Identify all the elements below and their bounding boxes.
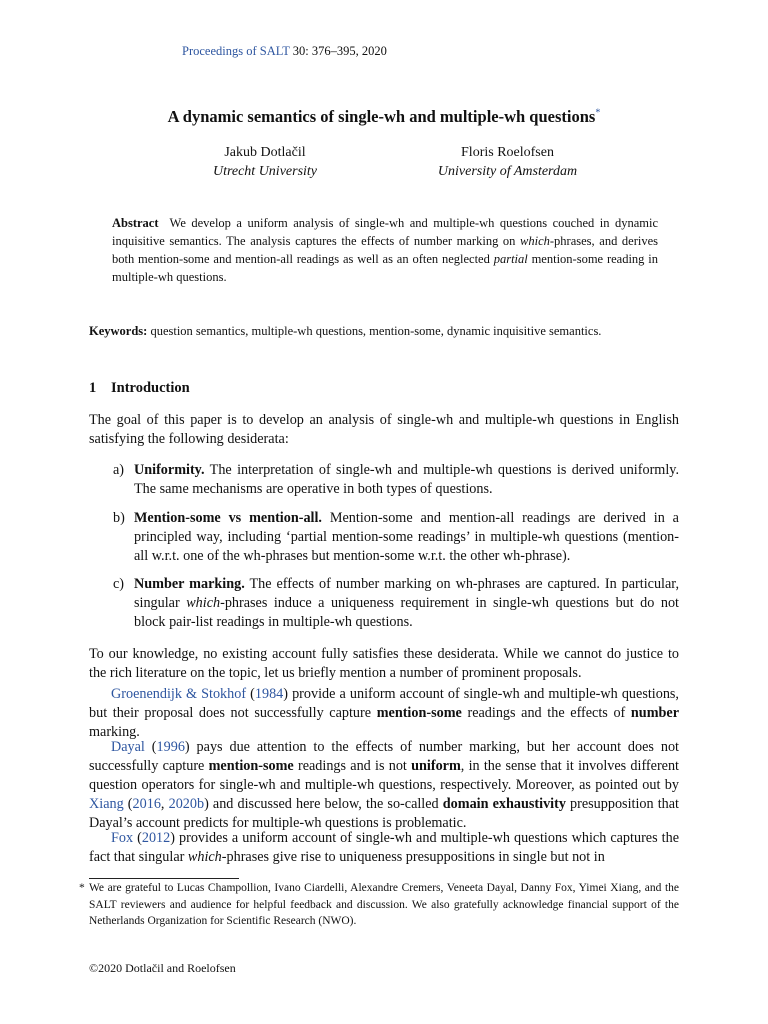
item-heading: Uniformity. — [134, 462, 205, 478]
author-name: Floris Roelofsen — [461, 145, 554, 160]
bold-term: uniform — [411, 758, 461, 774]
footnote-rule — [89, 878, 239, 879]
bold-term: mention-some — [208, 758, 294, 774]
citation-year-link[interactable]: 1984 — [254, 686, 284, 702]
bold-term: domain exhaustivity — [442, 796, 566, 812]
paren: ) — [204, 796, 209, 812]
volume-pages: 30: 376–395, 2020 — [289, 44, 387, 58]
paragraph-dayal — [89, 738, 679, 833]
citation-year-link[interactable]: 2020b — [168, 796, 205, 812]
intro-paragraph: The goal of this paper is to develop an analysis of single-wh and multiple-wh questions in English satisfying the following desiderata: — [89, 412, 679, 447]
text-run: provide a uniform account of single-wh and multiple-wh questions, but their proposal does not successfully capture — [89, 686, 679, 721]
paren: ( — [246, 686, 255, 702]
text-run: presupposition that Dayal’s account predicts for multiple-wh questions is problematic. — [89, 796, 679, 831]
section-number: 1 — [89, 380, 97, 396]
paper-title-text: A dynamic semantics of single-wh and multiple-wh questions — [167, 107, 596, 126]
bold-term: number — [630, 705, 680, 721]
section-title: Introduction — [111, 380, 190, 396]
paragraph-overview: To our knowledge, no existing account fully satisfies these desiderata. While we cannot do justice to the rich literature on the topic, let us briefly mention a number of prominent proposals. — [89, 646, 679, 681]
paren: ( — [123, 796, 133, 812]
desideratum-item — [113, 461, 679, 499]
text-run: , in the sense that it involves different question operators for single-wh and multiple-wh questions, respectively. Moreover, as pointed out by — [89, 758, 680, 793]
citation-link[interactable]: Groenendijk & Stokhof — [111, 686, 247, 702]
copyright-line: ©2020 Dotlačil and Roelofsen — [89, 961, 236, 975]
comma: , — [160, 796, 169, 812]
desideratum-item — [113, 509, 679, 566]
item-label: a) — [113, 462, 125, 478]
keywords — [89, 324, 679, 339]
item-text-1: The effects of number marking on wh-phrases are captured. In particular, singular — [134, 576, 679, 611]
author-block-2 — [420, 143, 595, 181]
bold-term: mention-some — [376, 705, 462, 721]
keywords-label: Keywords: — [89, 324, 148, 338]
paren: ) — [283, 686, 288, 702]
footnote-text: We are grateful to Lucas Champollion, Ivano Ciardelli, Alexandre Cremers, Veneeta Dayal, Danny Fox, Yimei Xiang, and the SALT reviewers and audience for helpful feedback and discussion. We also gratefully acknowledge financial support of the Netherlands Organization for Scientific Research (NWO). — [89, 882, 679, 927]
author-name: Jakub Dotlačil — [224, 145, 306, 160]
item-text: The interpretation of single-wh and multiple-wh questions is derived uniformly. The same mechanisms are operative in both types of questions. — [134, 462, 679, 497]
italic-term: which — [187, 849, 222, 865]
desideratum-item — [113, 575, 679, 632]
paper-title — [0, 107, 768, 127]
proceedings-link[interactable]: Proceedings of SALT — [182, 44, 290, 58]
abstract — [112, 214, 658, 286]
text-run: pays due attention to the effects of number marking, but her account does not successfully capture — [89, 739, 679, 774]
footnote-mark: * — [79, 882, 85, 894]
paragraph-groenendijk — [89, 685, 679, 742]
item-label: c) — [113, 576, 125, 592]
text-run: -phrases give rise to uniqueness presuppositions in single but not in — [221, 849, 605, 865]
citation-link[interactable]: Xiang — [89, 796, 124, 812]
title-footnote-mark[interactable]: * — [595, 107, 601, 119]
citation-link[interactable]: Fox — [111, 830, 134, 846]
item-text: Mention-some and mention-all readings are derived in a principled way, including ‘partial mention-some readings’ in multiple-wh questions (mention-all w.r.t. one of the wh-phrases but mention-some w.r.t. the other wh-phrase). — [134, 510, 679, 564]
paren: ( — [144, 739, 157, 755]
item-heading: Number marking. — [134, 576, 245, 592]
paren: ( — [133, 830, 142, 846]
running-header — [182, 44, 387, 59]
abstract-text-3: mention-some reading in multiple-wh questions. — [112, 252, 658, 284]
abstract-text-2: -phrases, and derives both mention-some and mention-all readings as well as an often neglected — [112, 234, 659, 266]
item-label: b) — [113, 510, 125, 526]
citation-link[interactable]: Dayal — [111, 739, 145, 755]
text-run: marking. — [89, 724, 140, 740]
text-run: provides a uniform account of single-wh and multiple-wh questions which captures the fact that singular — [89, 830, 679, 865]
abstract-which: which — [520, 234, 550, 248]
paragraph-fox — [89, 829, 679, 867]
item-heading: Mention-some vs mention-all. — [134, 510, 322, 526]
abstract-text-1: We develop a uniform analysis of single-wh and multiple-wh questions couched in dynamic inquisitive semantics. The analysis captures the effects of number marking on — [112, 216, 658, 248]
author-block-1 — [180, 143, 350, 181]
text-run: readings and the effects of — [461, 705, 631, 721]
item-which: which — [186, 595, 221, 611]
abstract-partial: partial — [493, 252, 528, 266]
citation-year-link[interactable]: 2016 — [132, 796, 161, 812]
paren: ) — [184, 739, 190, 755]
paren: ) — [170, 830, 175, 846]
item-text-2: -phrases induce a uniqueness requirement in single-wh questions but do not block pair-list readings in multiple-wh questions. — [134, 595, 679, 630]
text-run: and discussed here below, the so-called — [208, 796, 443, 812]
section-heading — [89, 380, 190, 397]
keywords-text: question semantics, multiple-wh questions, mention-some, dynamic inquisitive semantics. — [150, 324, 602, 338]
author-affiliation: University of Amsterdam — [437, 164, 578, 179]
citation-year-link[interactable]: 2012 — [141, 830, 171, 846]
footnote — [79, 880, 679, 930]
citation-year-link[interactable]: 1996 — [156, 739, 185, 755]
text-run: readings and is not — [293, 758, 412, 774]
author-affiliation: Utrecht University — [212, 164, 318, 179]
abstract-label: Abstract — [112, 216, 159, 230]
